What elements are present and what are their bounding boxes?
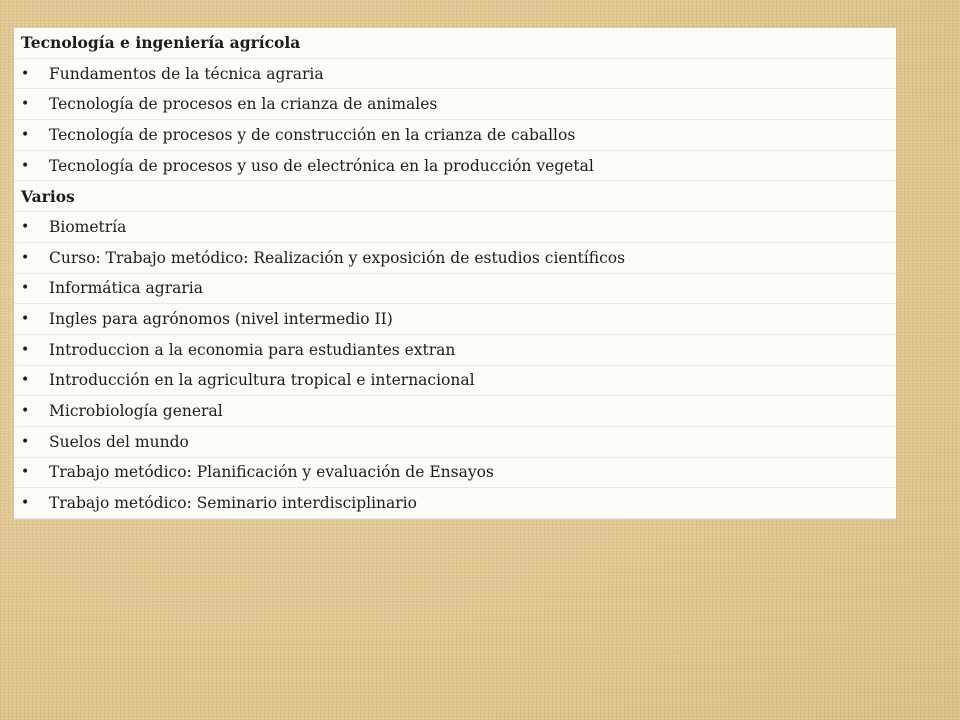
list-item (14, 243, 896, 274)
bullet-icon: • (21, 341, 30, 358)
list-item (14, 488, 896, 519)
section-heading: Varios (14, 181, 896, 212)
list-item-label: Introduccion a la economia para estudiantes extran (49, 340, 456, 359)
list-item-label: Microbiología general (49, 402, 223, 421)
list-item (14, 212, 896, 243)
bullet-icon: • (21, 280, 30, 297)
list-item-label: Introducción en la agricultura tropical e internacional (49, 371, 475, 390)
list-item (14, 335, 896, 366)
bullet-icon: • (21, 464, 30, 481)
bullet-icon: • (21, 249, 30, 266)
list-item-label: Ingles para agrónomos (nivel intermedio II) (49, 310, 393, 329)
list-item-label: Curso: Trabajo metódico: Realización y exposición de estudios científicos (49, 248, 626, 267)
bullet-icon: • (21, 372, 30, 389)
bullet-icon: • (21, 96, 30, 113)
list-item-label: Trabajo metódico: Planificación y evaluación de Ensayos (49, 463, 494, 482)
list-item (14, 59, 896, 90)
section-heading: Tecnología e ingeniería agrícola (14, 28, 896, 59)
list-item (14, 120, 896, 151)
list-item (14, 274, 896, 305)
bullet-icon: • (21, 495, 30, 512)
list-item (14, 304, 896, 335)
list-item-label: Tecnología de procesos y de construcción en la crianza de caballos (49, 125, 576, 144)
list-item-label: Informática agraria (49, 279, 203, 298)
list-item-label: Trabajo metódico: Seminario interdisciplinario (49, 494, 417, 513)
bullet-icon: • (21, 433, 30, 450)
list-item (14, 151, 896, 182)
list-item (14, 458, 896, 489)
list-item-label: Tecnología de procesos en la crianza de animales (49, 95, 438, 114)
list-item (14, 427, 896, 458)
list-item-label: Fundamentos de la técnica agraria (49, 64, 324, 83)
bullet-icon: • (21, 218, 30, 235)
bullet-icon: • (21, 65, 30, 82)
list-item (14, 366, 896, 397)
bullet-icon: • (21, 157, 30, 174)
list-item-label: Suelos del mundo (49, 432, 189, 451)
course-list-table (14, 28, 896, 519)
bullet-icon: • (21, 126, 30, 143)
list-item (14, 89, 896, 120)
bullet-icon: • (21, 311, 30, 328)
bullet-icon: • (21, 403, 30, 420)
list-item (14, 396, 896, 427)
list-item-label: Biometría (49, 217, 127, 236)
list-item-label: Tecnología de procesos y uso de electrónica en la producción vegetal (49, 156, 594, 175)
